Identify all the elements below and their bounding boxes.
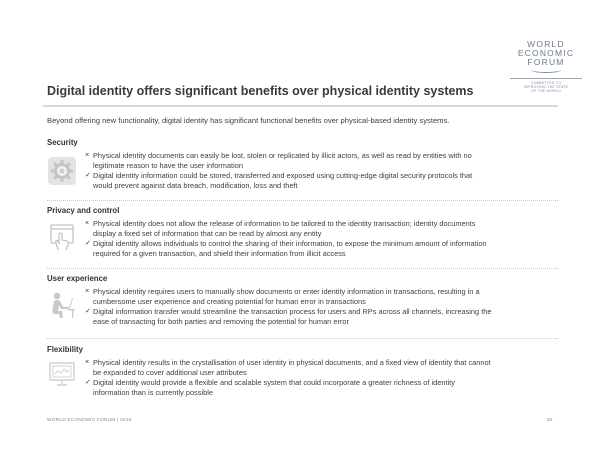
logo-tagline <box>510 78 582 94</box>
section-divider <box>47 338 558 339</box>
section-privacy-and-control <box>47 206 558 268</box>
person-at-desk-icon <box>47 290 77 320</box>
bullet-line: Digital identity information could be stored, transferred and exposed using cutting-edge digital security protocols that <box>93 171 473 181</box>
logo-tagline-3: OF THE WORLD <box>531 89 561 94</box>
section-user-experience <box>47 274 558 336</box>
bullet-line: Physical identity documents can easily be lost, stolen or replicated by illicit actors, as well as read by entities with no <box>93 151 472 160</box>
bullet-physical <box>85 287 550 307</box>
bullet-line: Digital identity allows individuals to control the sharing of their information, to expose the minimum amount of information <box>93 239 487 249</box>
monitor-chart-icon <box>47 359 77 389</box>
bullet-line: Digital information transfer would streamline the transaction process for users and RPs across all channels, increasing the <box>93 307 492 317</box>
bullet-line: Digital identity would provide a flexible and scalable system that could incorporate a greater richness of identity <box>93 378 455 388</box>
logo-line-economic: ECONOMIC <box>517 48 575 58</box>
cross-icon: × <box>85 220 90 227</box>
logo-tagline-2: IMPROVING THE STATE <box>523 85 569 90</box>
check-icon: ✓ <box>85 308 91 316</box>
section-heading: Privacy and control <box>47 206 120 215</box>
logo-line-forum: FORUM <box>527 57 565 67</box>
section-heading: Flexibility <box>47 345 83 354</box>
section-heading: Security <box>47 138 78 147</box>
logo-tagline-1: COMMITTED TO <box>530 81 562 85</box>
bullet-line: display a fixed set of information that can be read by almost any entity <box>93 229 322 239</box>
bullet-physical <box>85 358 550 378</box>
bullet-line: Physical identity results in the crystallisation of user identity in physical documents, and a fixed view of identity that cannot <box>93 358 491 367</box>
bullet-line: ease of transacting for both parties and removing the potential for human error <box>93 317 349 327</box>
bullet-line: information than is currently possible <box>93 388 213 398</box>
bullet-digital <box>85 171 550 191</box>
section-security <box>47 138 558 200</box>
bullet-line: legitimate reason to have the user information <box>93 161 243 171</box>
section-divider <box>47 200 558 201</box>
section-flexibility <box>47 345 558 405</box>
bullet-digital <box>85 307 550 327</box>
page-number: 50 <box>547 418 553 423</box>
cross-icon: × <box>85 359 90 366</box>
gear-icon <box>47 156 77 186</box>
world-economic-forum-logo <box>510 40 582 94</box>
cross-icon: × <box>85 288 90 295</box>
bullet-line: Physical identity requires users to manually show documents or enter identity information in transactions, resulting in a <box>93 287 480 296</box>
bullet-digital <box>85 378 550 398</box>
check-icon: ✓ <box>85 379 91 387</box>
section-heading: User experience <box>47 274 108 283</box>
hand-touch-window-icon <box>47 222 77 252</box>
bullet-line: would prevent against data breach, modification, loss and theft <box>93 181 298 191</box>
bullet-physical <box>85 219 550 239</box>
cross-icon: × <box>85 152 90 159</box>
check-icon: ✓ <box>85 240 91 248</box>
bullet-line: be expanded to cover additional user attributes <box>93 368 247 378</box>
intro-text: Beyond offering new functionality, digital identity has significant functional benefits over physical-based identity systems. <box>47 116 450 125</box>
bullet-line: Physical identity does not allow the release of information to be tailored to the identity transaction; identity documents <box>93 219 476 228</box>
logo-swoosh-icon <box>531 67 561 73</box>
bullet-physical <box>85 151 550 171</box>
page-title: Digital identity offers significant benefits over physical identity systems <box>47 84 474 98</box>
bullet-line: cumbersome user experience and creating potential for human error in transactions <box>93 297 366 307</box>
footer-source: WORLD ECONOMIC FORUM | 2016 <box>47 418 132 423</box>
bullet-digital <box>85 239 550 259</box>
logo-line-world: WORLD <box>527 39 565 49</box>
section-divider <box>47 268 558 269</box>
check-icon: ✓ <box>85 172 91 180</box>
title-divider <box>43 105 558 107</box>
bullet-line: required for a given transaction, and shield their information from illicit access <box>93 249 346 259</box>
